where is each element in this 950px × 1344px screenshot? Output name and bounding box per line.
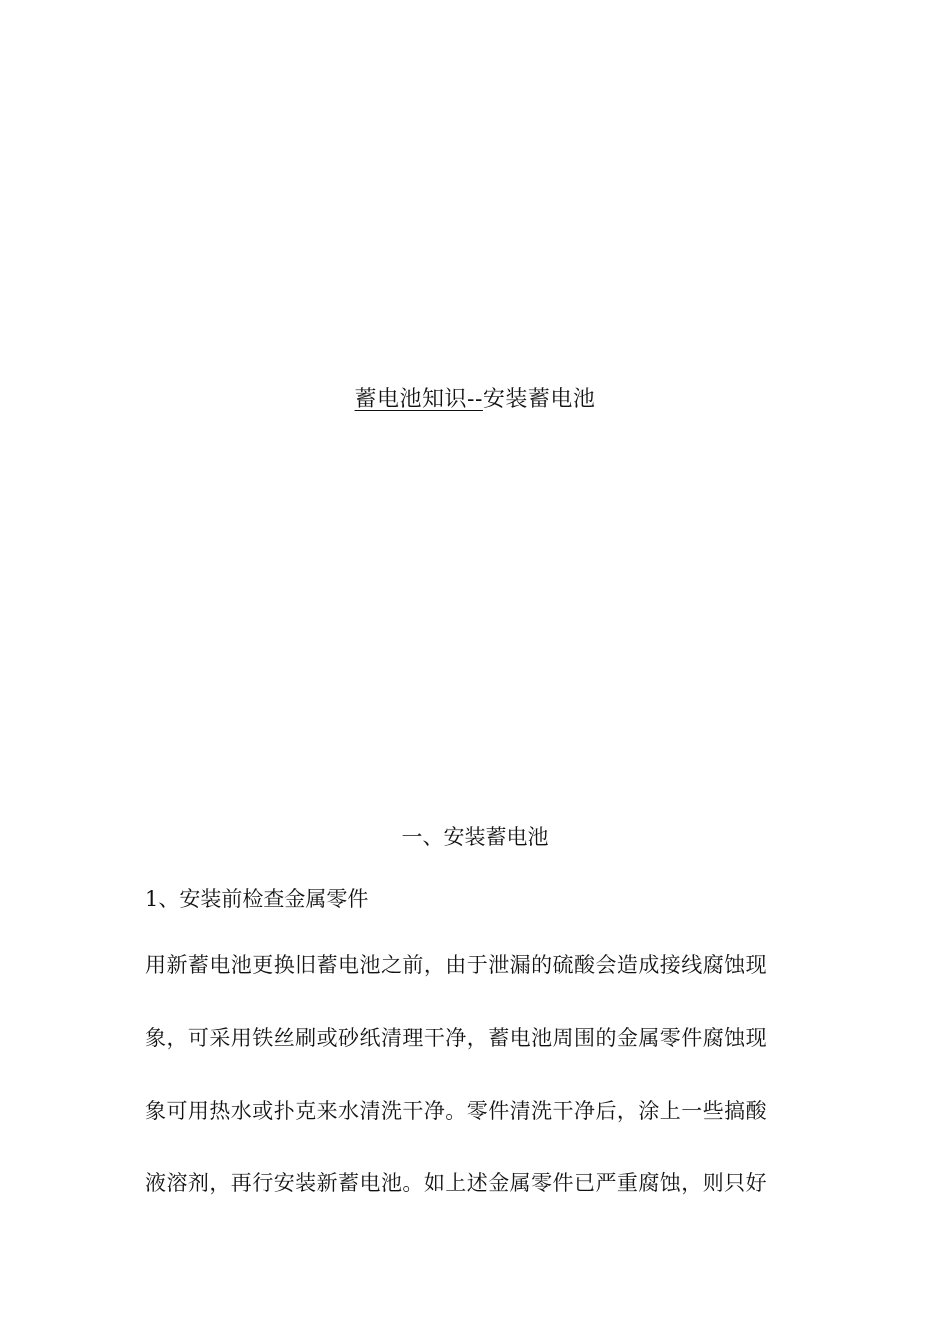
section-heading xyxy=(0,822,950,852)
paragraph-line: 象，可采用铁丝刷或砂纸清理干净，蓄电池周围的金属零件腐蚀现 xyxy=(145,1026,768,1050)
document-title-underlined: 蓄电池知识-- xyxy=(354,387,483,412)
subheading: 1、安装前检查金属零件 xyxy=(145,887,369,911)
paragraph-line: 象可用热水或扑克来水清洗干净。零件清洗干净后，涂上一些搞酸 xyxy=(145,1099,768,1123)
section-heading-text: 一、安装蓄电池 xyxy=(401,825,549,849)
paragraph-line: 液溶剂，再行安装新蓄电池。如上述金属零件已严重腐蚀，则只好 xyxy=(145,1171,768,1195)
document-title-rest: 安装蓄电池 xyxy=(482,387,596,412)
paragraph-line: 用新蓄电池更换旧蓄电池之前，由于泄漏的硫酸会造成接线腐蚀现 xyxy=(145,953,768,977)
document-title xyxy=(0,385,950,415)
